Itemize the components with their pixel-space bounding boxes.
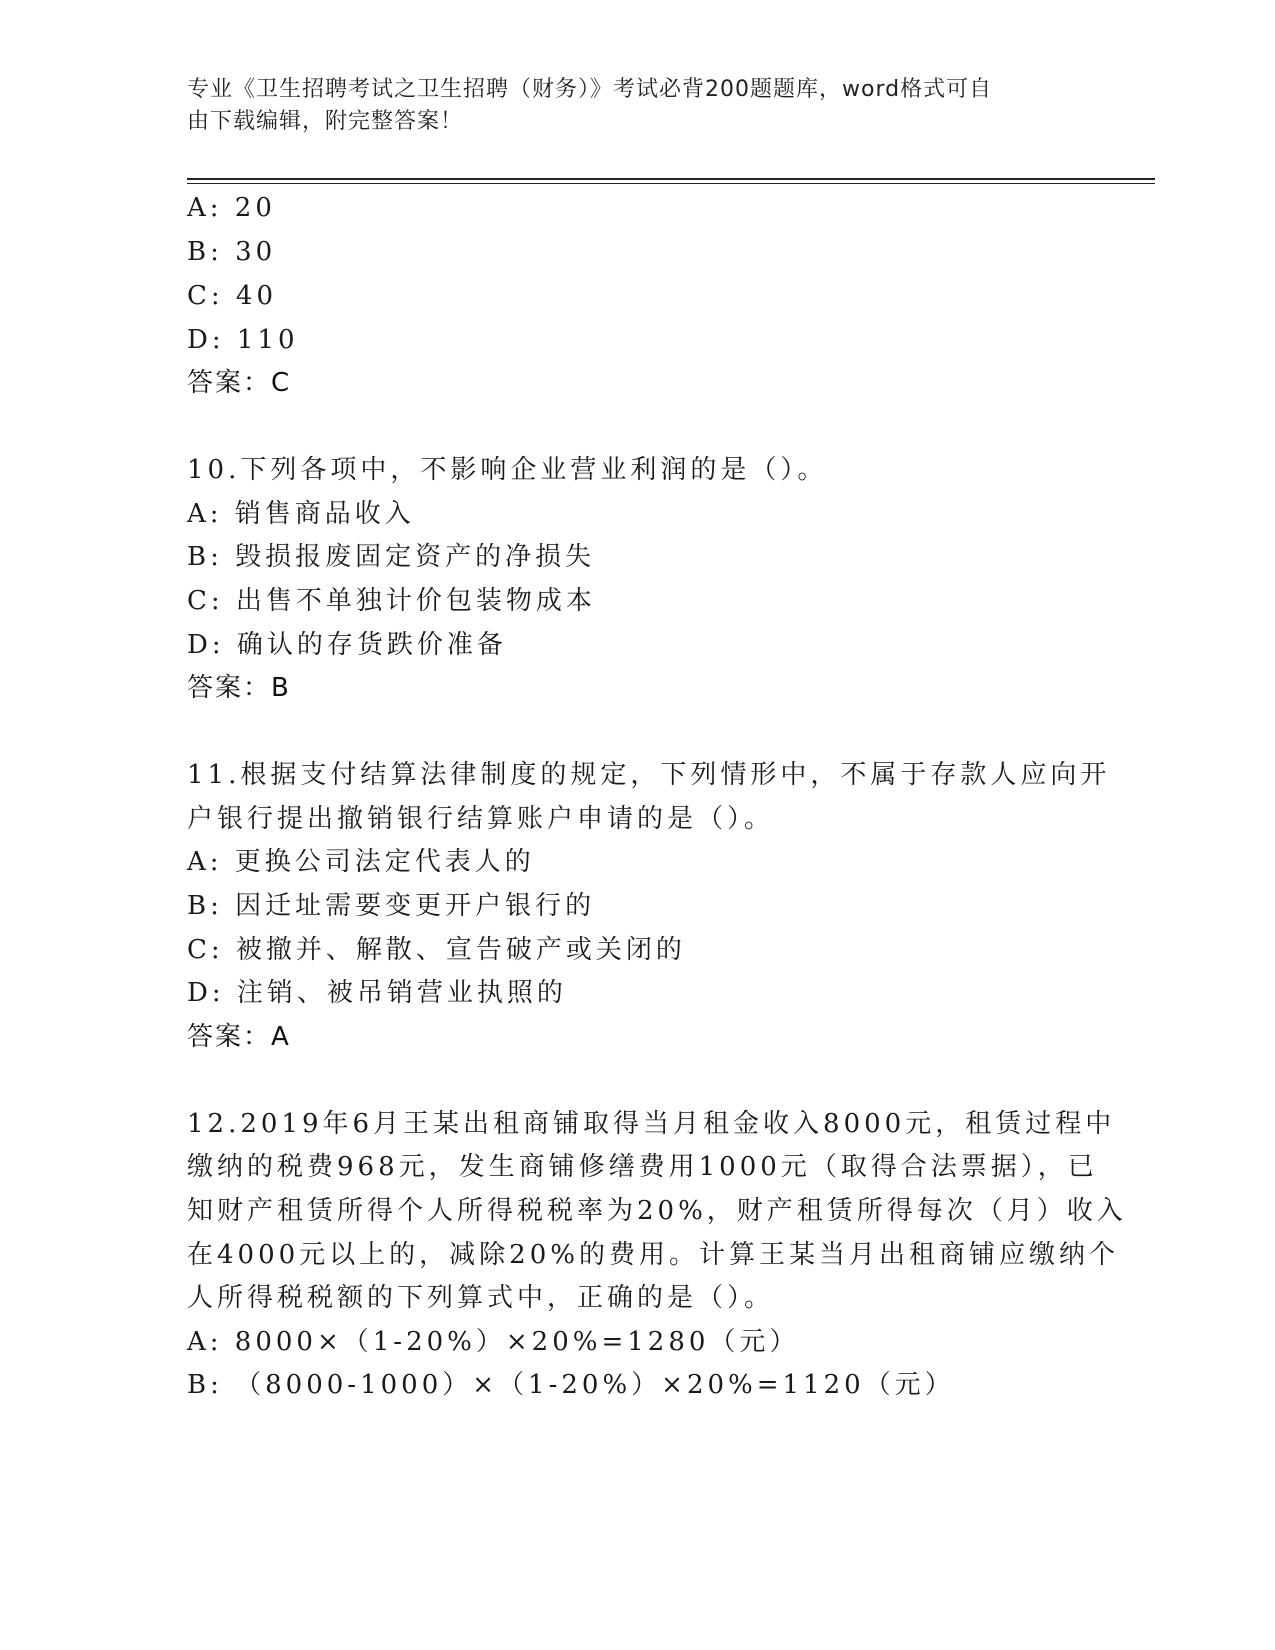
header-line-1: 专业《卫生招聘考试之卫生招聘（财务）》考试必背200题题库，word格式可自	[187, 77, 993, 102]
q10-question: 10.下列各项中，不影响企业营业利润的是（）。	[187, 455, 828, 485]
q11-option-d: D: 注销、被吊销营业执照的	[187, 978, 567, 1008]
header-line-2: 由下载编辑，附完整答案！	[187, 109, 464, 134]
q9-option-a: A: 20	[187, 193, 276, 223]
q11-answer: 答案：A	[187, 1022, 291, 1052]
q12-question-line-5: 人所得税税额的下列算式中，正确的是（）。	[187, 1283, 775, 1313]
q9-option-d: D: 110	[187, 325, 299, 355]
header-divider-thick	[187, 178, 1155, 180]
q10-option-a: A: 销售商品收入	[187, 499, 415, 529]
q12-question-line-4: 在4000元以上的，减除20%的费用。计算王某当月出租商铺应缴纳个	[187, 1240, 1119, 1270]
q12-question-line-1: 12.2019年6月王某出租商铺取得当月租金收入8000元，租赁过程中	[187, 1109, 1116, 1139]
header-divider-thin	[187, 183, 1155, 184]
q9-answer: 答案：C	[187, 368, 292, 398]
q11-option-c: C: 被撤并、解散、宣告破产或关闭的	[187, 935, 686, 965]
q11-question-line-2: 户银行提出撤销银行结算账户申请的是（）。	[187, 804, 775, 834]
q12-question-line-3: 知财产租赁所得个人所得税税率为20%，财产租赁所得每次（月）收入	[187, 1196, 1127, 1226]
q11-option-a: A: 更换公司法定代表人的	[187, 847, 535, 877]
q12-option-b: B: （8000-1000）×（1-20%）×20%=1120（元）	[187, 1370, 955, 1400]
q10-option-d: D: 确认的存货跌价准备	[187, 630, 507, 660]
q12-option-a: A: 8000×（1-20%）×20%=1280（元）	[187, 1327, 800, 1357]
document-header	[187, 74, 1067, 138]
q11-question-line-1: 11.根据支付结算法律制度的规定，下列情形中，不属于存款人应向开	[187, 760, 1111, 790]
q9-option-b: B: 30	[187, 237, 277, 267]
q10-option-c: C: 出售不单独计价包装物成本	[187, 586, 596, 616]
q9-option-c: C: 40	[187, 281, 278, 311]
q10-option-b: B: 毁损报废固定资产的净损失	[187, 542, 596, 572]
q12-question-line-2: 缴纳的税费968元，发生商铺修缮费用1000元（取得合法票据），已	[187, 1152, 1098, 1182]
q10-answer: 答案：B	[187, 673, 291, 703]
q11-option-b: B: 因迁址需要变更开户银行的	[187, 891, 596, 921]
